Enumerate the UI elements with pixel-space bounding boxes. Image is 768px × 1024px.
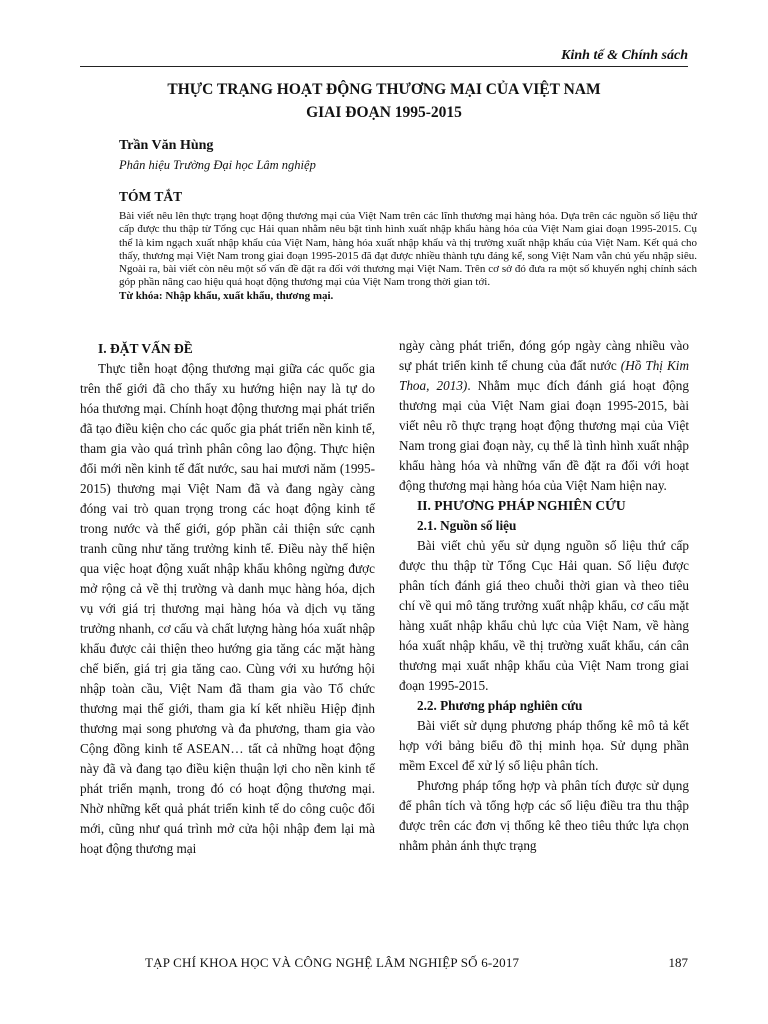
left-column bbox=[80, 339, 375, 859]
right-column bbox=[399, 336, 689, 856]
method-paragraph-1: Bài viết sử dụng phương pháp thống kê mô tả kết hợp với bảng biểu đồ thị minh họa. Sử dụng phần mềm Excel để xử lý số liệu phân tích. bbox=[399, 718, 689, 773]
data-source-paragraph: Bài viết chủ yếu sử dụng nguồn số liệu thứ cấp được thu thập từ Tổng Cục Hải quan. Số liệu được phân tích đánh giá theo chuỗi thời gian và theo tiêu chí về qui mô tăng trưởng xuất nhập khẩu, cơ cấu mặt hàng xuất nhập khẩu chủ lực của Việt Nam, về hàng hóa xuất nhập khẩu, về thị trường xuất khẩu, cán cân thương mại xuất nhập khẩu của Việt Nam trong giai đoạn 1995-2015. bbox=[399, 538, 689, 693]
intro-paragraph-continued bbox=[399, 336, 689, 496]
intro-paragraph: Thực tiễn hoạt động thương mại giữa các quốc gia trên thế giới đã cho thấy xu hướng hiện nay là tự do hóa thương mại. Chính hoạt động thương mại phát triển đã tạo điều kiện cho các quốc gia phát triển nền kinh tế, tham gia vào quá trình phân công lao động. Thực hiện đổi mới nền kinh tế đất nước, sau hai mươi năm (1995-2015) thương mại Việt Nam đã và đang ngày càng đóng vai trò quan trọng trong các hoạt động kinh tế trong nước và thế giới, góp phần cải thiện sức cạnh tranh cũng như tăng trưởng kinh tế. Điều này thể hiện qua việc hoạt động xuất nhập khẩu không ngừng được mở rộng cả về thị trường và danh mục hàng hóa, dịch vụ với giá trị thương mại hàng hóa và dịch vụ tăng trưởng nhanh, cơ cấu và chất lượng hàng hóa xuất nhập khẩu được cải thiện theo hướng gia tăng các mặt hàng chế biến, giá trị gia tăng cao. Cùng với xu hướng hội nhập toàn cầu, Việt Nam đã tham gia vào Tổ chức thương mại thế giới, tham gia kí kết nhiều Hiệp định thương mại song phương và đa phương, tham gia vào Cộng đồng kinh tế ASEAN… tất cả những hoạt động này đã và đang tạo điều kiện thuận lợi cho nền kinh tế phát triển mạnh, trong đó có hoạt động thương mại. Nhờ những kết quả phát triển kinh tế do công cuộc đổi mới, cũng như quá trình mở cửa hội nhập đem lại mà hoạt động thương mại bbox=[80, 361, 375, 856]
method-paragraph-2: Phương pháp tổng hợp và phân tích được sử dụng để phân tích và tổng hợp các số liệu điều tra thu thập được trên các đơn vị thống kê theo tiêu thức lựa chọn nhằm phản ánh thực trạng bbox=[399, 778, 689, 853]
journal-footer: TẠP CHÍ KHOA HỌC VÀ CÔNG NGHỆ LÂM NGHIỆP SỐ 6-2017 bbox=[145, 955, 520, 970]
subsection-heading-2-2: 2.2. Phương pháp nghiên cứu bbox=[417, 698, 583, 713]
intro-continued-end: . Nhằm mục đích đánh giá hoạt động thương mại của Việt Nam giai đoạn 1995-2015, bài viết nêu rõ thực trạng hoạt động thương mại của Việt Nam trong giai đoạn này, cụ thể là tình hình xuất nhập khẩu hàng hóa và những vấn đề đặt ra đối với hoạt động thương mại hàng hóa của Việt Nam hiện nay. bbox=[399, 378, 689, 493]
page-number: 187 bbox=[668, 955, 688, 970]
title-line-2: GIAI ĐOẠN 1995-2015 bbox=[306, 104, 462, 121]
author-affiliation: Phân hiệu Trường Đại học Lâm nghiệp bbox=[119, 158, 316, 172]
section-heading-2: II. PHƯƠNG PHÁP NGHIÊN CỨU bbox=[417, 498, 626, 513]
subsection-heading-2-1: 2.1. Nguồn số liệu bbox=[417, 518, 517, 533]
title-line-1: THỰC TRẠNG HOẠT ĐỘNG THƯƠNG MẠI CỦA VIỆT NAM bbox=[167, 81, 601, 98]
abstract-body bbox=[119, 210, 697, 303]
abstract-heading: TÓM TẮT bbox=[119, 189, 183, 204]
journal-section-label: Kinh tế & Chính sách bbox=[561, 48, 688, 63]
author-name: Trần Văn Hùng bbox=[119, 138, 214, 153]
citation: (Hồ Thị Kim Thoa, 2013) bbox=[399, 358, 689, 393]
header-divider bbox=[80, 66, 688, 67]
keywords: Từ khóa: Nhập khẩu, xuất khẩu, thương mại. bbox=[119, 289, 334, 302]
section-heading-1: I. ĐẶT VẤN ĐỀ bbox=[98, 341, 193, 356]
article-title bbox=[80, 78, 688, 124]
abstract-text: Bài viết nêu lên thực trạng hoạt động thương mại của Việt Nam trên các lĩnh thương mại hàng hóa. Dựa trên các nguồn số liệu thứ cấp được thu thập từ Tổng cục Hải quan nhằm nêu bật tình hình xuất nhập khẩu hàng hóa của Việt Nam giai đoạn 1995-2015. Cụ thể là kim ngạch xuất nhập khẩu của Việt Nam, hàng hóa xuất nhập khẩu và thị trường xuất nhập khẩu của Việt Nam. Kết quả cho thấy, thương mại Việt Nam trong giai đoạn 1995-2015 đã đạt được nhiều thành tựu đáng kể, song Việt Nam vẫn chủ yếu nhập siêu. Ngoài ra, bài viết còn nêu một số vấn đề đặt ra đối với thương mại Việt Nam. Trên cơ sở đó đưa ra một số khuyến nghị chính sách góp phần nâng cao hiệu quả hoạt động thương mại của Việt Nam trong thời gian tới. bbox=[119, 210, 697, 289]
intro-continued-text: ngày càng phát triển, đóng góp ngày càng nhiều vào sự phát triển kinh tế chung của đất nước bbox=[399, 338, 689, 373]
